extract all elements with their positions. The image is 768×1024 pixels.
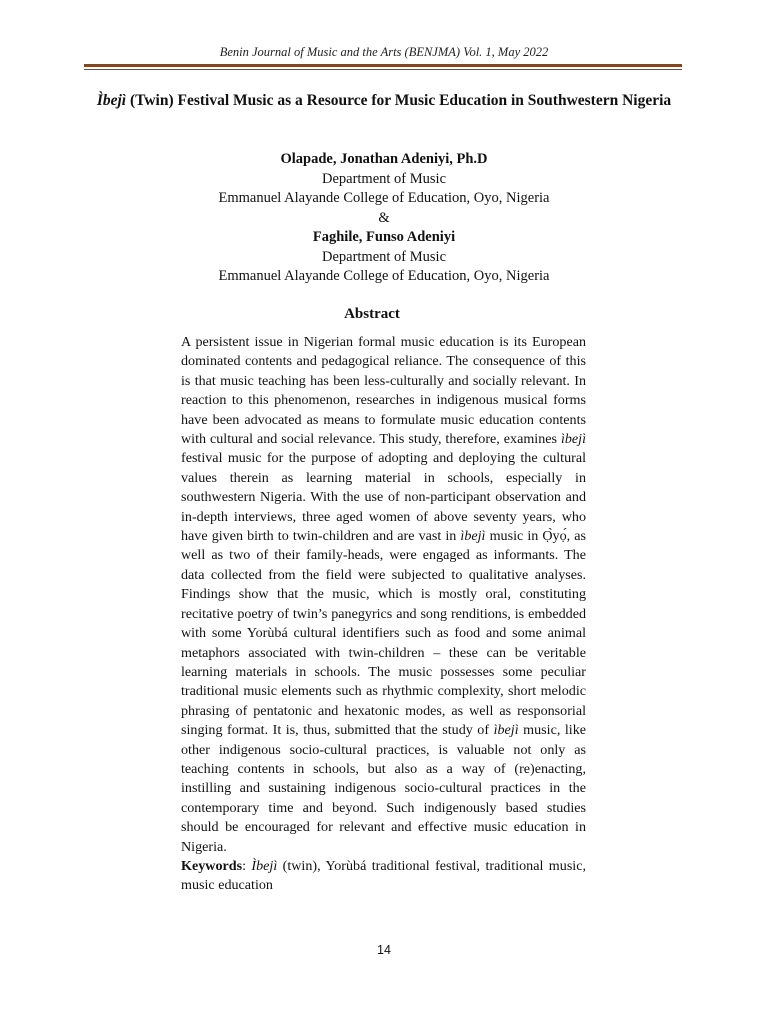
abstract-body xyxy=(181,333,586,896)
title-rest: (Twin) Festival Music as a Resource for Music Education in Southwestern Nigeria xyxy=(126,92,672,109)
author-1-institution: Emmanuel Alayande College of Education, Oyo, Nigeria xyxy=(218,190,550,206)
abstract-text-3: music in Ọ̀yọ́, as well as two of their family-heads, were engaged as informants. The data collected from the field were subjected to qualitative analyses. Findings show that the music, which is mostly oral, constituting recitative poetry of twin’s panegyrics and song renditions, is embedded with some Yorùbá cultural identifiers such as food and some animal metaphors associated with twin-children – these can be veritable learning materials in schools. The music possesses some peculiar traditional music elements such as rhythmic complexity, short melodic phrasing of pentatonic and hexatonic modes, as well as responsorial singing format. It is, thus, submitted that the study of xyxy=(181,528,586,739)
author-2-name: Faghile, Funso Adeniyi xyxy=(312,229,456,245)
author-1-department: Department of Music xyxy=(321,170,447,187)
abstract-text-4: music, like other indigenous socio-cultural practices, is valuable not only as teaching contents in schools, but also as a way of (re)enacting, instilling and sustaining indigenous socio-cultural practices in the contemporary time and beyond. Such indigenously based studies should be encouraged for relevant and effective music education in Nigeria. xyxy=(181,722,587,855)
abstract-paragraph xyxy=(181,333,586,857)
paper-title xyxy=(0,92,768,110)
header-rule-thin xyxy=(84,69,682,70)
keywords-line xyxy=(181,857,586,896)
keywords-italic-term: Ìbejì xyxy=(251,857,278,874)
running-head: Benin Journal of Music and the Arts (BENJMA) Vol. 1, May 2022 xyxy=(219,45,549,59)
keywords-label: Keywords xyxy=(181,857,243,874)
page-number: 14 xyxy=(377,943,391,957)
author-2-institution: Emmanuel Alayande College of Education, Oyo, Nigeria xyxy=(218,268,550,284)
title-italic-word: Ìbejì xyxy=(96,92,127,109)
keywords-colon: : xyxy=(242,857,252,874)
author-separator: & xyxy=(378,209,390,226)
abstract-text-2: festival music for the purpose of adopting and deploying the cultural values therein as learning material in schools, especially in southwestern Nigeria. With the use of non-participant observation and in-depth interviews, three aged women of above seventy years, who have given birth to twin-children and are vast in xyxy=(181,450,586,545)
author-block xyxy=(0,150,768,287)
author-2-department: Department of Music xyxy=(321,248,447,265)
abstract-heading: Abstract xyxy=(344,306,400,322)
author-1-name: Olapade, Jonathan Adeniyi, Ph.D xyxy=(280,151,488,167)
abstract-italic-3: ìbejì xyxy=(493,722,519,739)
abstract-italic-1: ìbejì xyxy=(560,431,586,448)
abstract-text-1: A persistent issue in Nigerian formal music education is its European dominated contents and pedagogical reliance. The consequence of this is that music teaching has been less-culturally and socially relevant. In reaction to this phenomenon, researches in indigenous musical forms have been advocated as means to formulate music education contents with cultural and social relevance. This study, therefore, examines xyxy=(181,334,586,448)
keywords-rest: (twin), Yorùbá traditional festival, traditional music, music education xyxy=(181,857,586,894)
abstract-italic-2: ìbejì xyxy=(460,528,486,545)
header-rule-thick xyxy=(84,64,682,67)
